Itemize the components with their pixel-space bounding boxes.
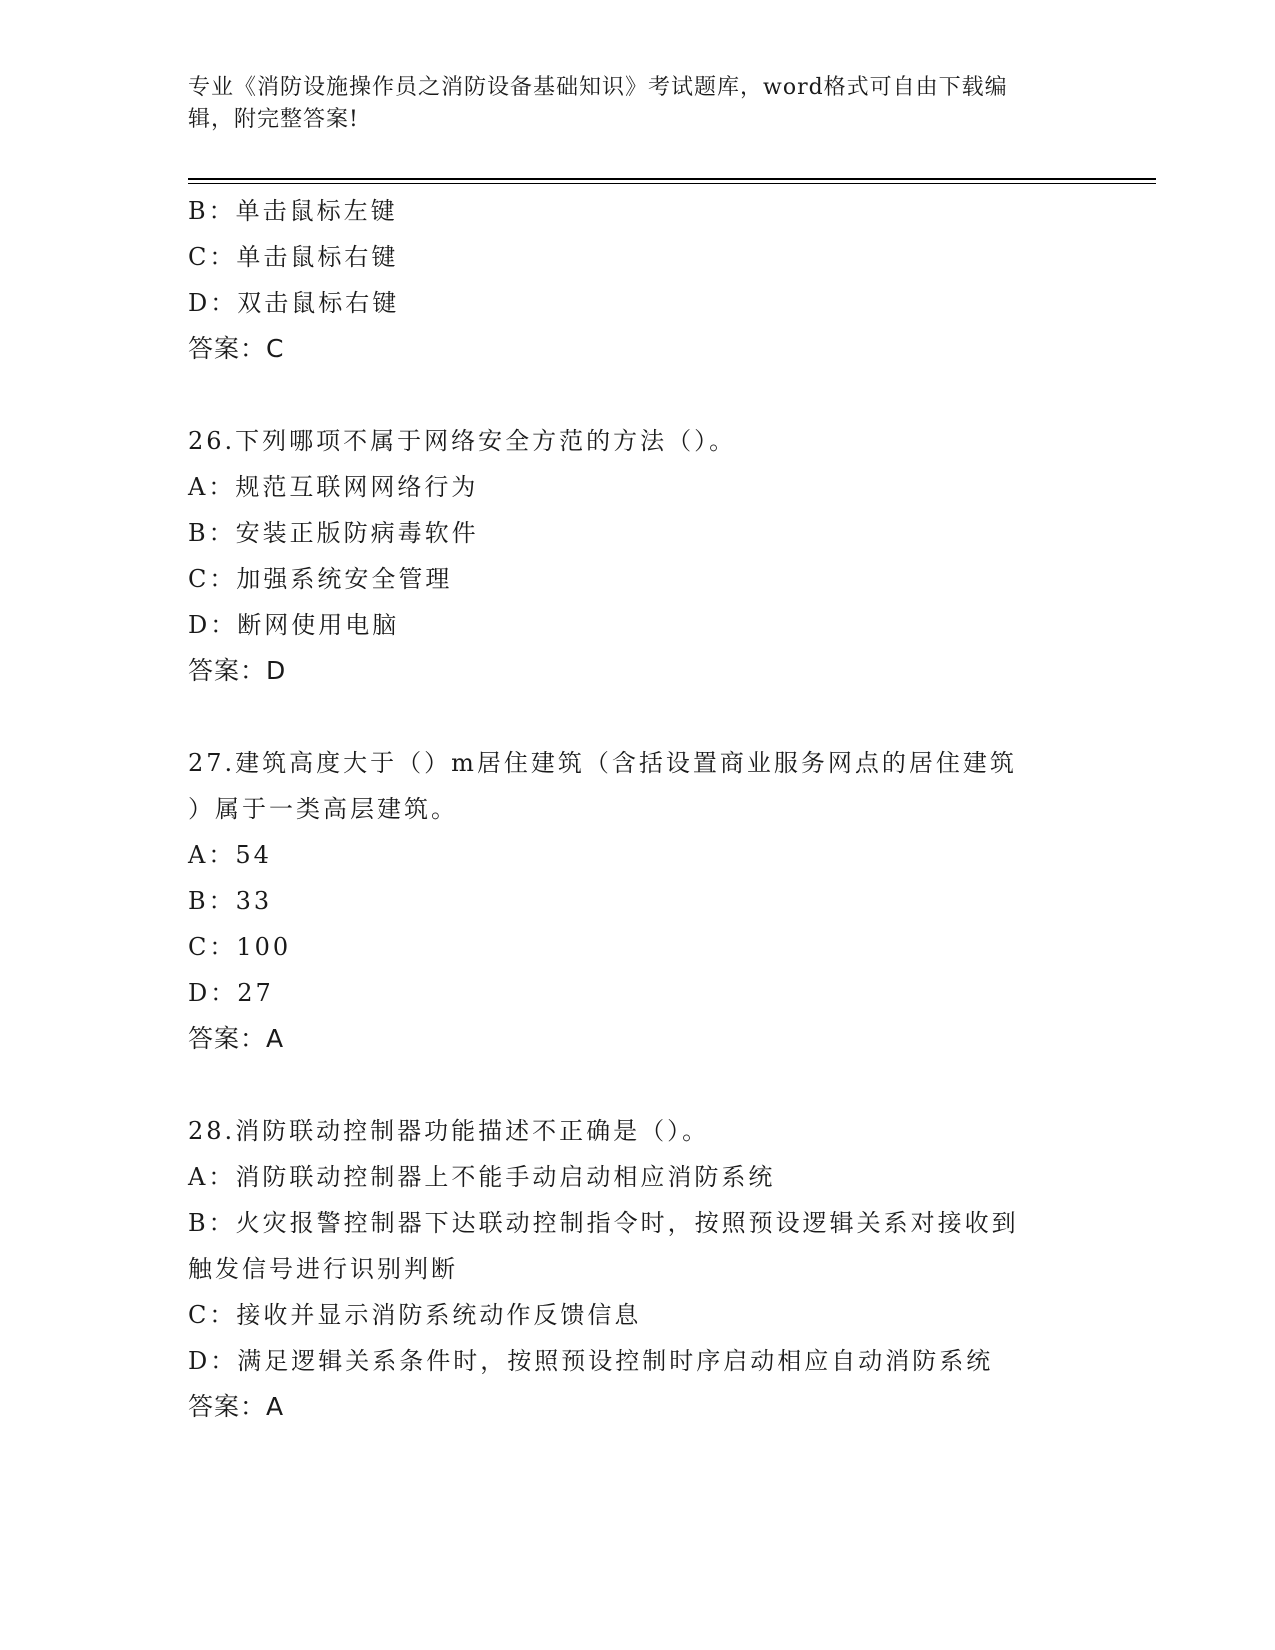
question-27 — [188, 740, 1088, 1062]
option-b: B：火灾报警控制器下达联动控制指令时，按照预设逻辑关系对接收到 — [188, 1209, 1019, 1237]
option-d: D：27 — [188, 979, 274, 1007]
question-stem: 28.消防联动控制器功能描述不正确是（）。 — [188, 1117, 710, 1145]
question-stem-line-2: ）属于一类高层建筑。 — [188, 795, 458, 823]
option-a: A：54 — [188, 841, 272, 869]
answer: 答案：A — [188, 1024, 285, 1053]
option-a: A：消防联动控制器上不能手动启动相应消防系统 — [188, 1163, 776, 1191]
question-26 — [188, 418, 1088, 694]
option-c: C：加强系统安全管理 — [188, 565, 453, 593]
question-stem: 26.下列哪项不属于网络安全方范的方法（）。 — [188, 427, 737, 455]
header-rule-thin — [188, 183, 1156, 184]
option-b-continued: 触发信号进行识别判断 — [188, 1255, 458, 1283]
answer: 答案：D — [188, 656, 287, 685]
option-b: B：33 — [188, 887, 273, 915]
header-line-2: 辑，附完整答案! — [188, 107, 359, 132]
option-d: D：满足逻辑关系条件时，按照预设控制时序启动相应自动消防系统 — [188, 1347, 994, 1375]
header-rule-thick — [188, 178, 1156, 180]
option-a: A：规范互联网网络行为 — [188, 473, 479, 501]
option-b: B：安装正版防病毒软件 — [188, 519, 479, 547]
question-28 — [188, 1108, 1088, 1430]
answer: 答案：A — [188, 1392, 285, 1421]
answer: 答案：C — [188, 334, 285, 363]
header-line-1: 专业《消防设施操作员之消防设备基础知识》考试题库，word格式可自由下载编 — [188, 75, 1008, 100]
option-c: C：单击鼠标右键 — [188, 243, 399, 271]
question-25-tail — [188, 188, 1088, 372]
question-stem-line-1: 27.建筑高度大于（）m居住建筑（含括设置商业服务网点的居住建筑 — [188, 749, 1017, 777]
option-b: B：单击鼠标左键 — [188, 197, 398, 225]
option-d: D：双击鼠标右键 — [188, 289, 400, 317]
document-header — [188, 72, 1068, 136]
option-c: C：100 — [188, 933, 292, 961]
option-c: C：接收并显示消防系统动作反馈信息 — [188, 1301, 642, 1329]
option-d: D：断网使用电脑 — [188, 611, 400, 639]
question-list — [188, 188, 1088, 1430]
